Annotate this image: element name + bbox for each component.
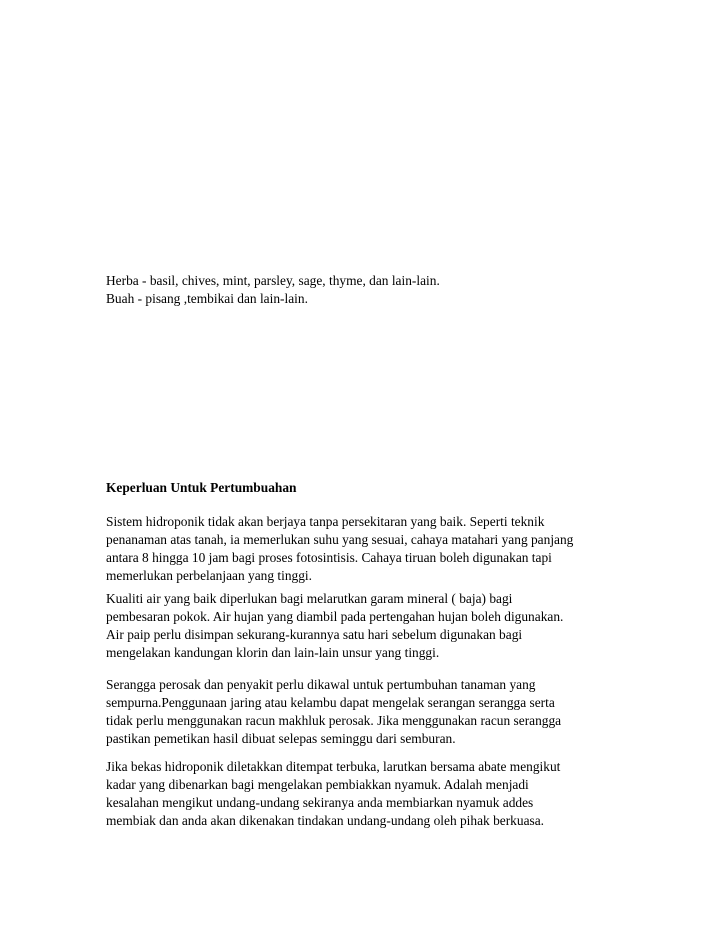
paragraph-4 bbox=[106, 758, 616, 830]
paragraph-line: pastikan pemetikan hasil dibuat selepas seminggu dari semburan. bbox=[106, 731, 456, 746]
paragraph-line: Serangga perosak dan penyakit perlu dikawal untuk pertumbuhan tanaman yang bbox=[106, 677, 536, 692]
paragraph-line: membiak dan anda akan dikenakan tindakan undang-undang oleh pihak berkuasa. bbox=[106, 813, 545, 828]
paragraph-line: pembesaran pokok. Air hujan yang diambil pada pertengahan hujan boleh digunakan. bbox=[106, 609, 564, 624]
paragraph-line: Jika bekas hidroponik diletakkan ditempat terbuka, larutkan bersama abate mengikut bbox=[106, 759, 561, 774]
list-item-herba: Herba - basil, chives, mint, parsley, sage, thyme, dan lain-lain. bbox=[106, 273, 440, 288]
paragraph-3 bbox=[106, 676, 616, 748]
paragraph-line: penanaman atas tanah, ia memerlukan suhu yang sesuai, cahaya matahari yang panjang bbox=[106, 532, 574, 547]
section-heading: Keperluan Untuk Pertumbuahan bbox=[106, 480, 297, 495]
paragraph-2 bbox=[106, 590, 616, 662]
paragraph-line: memerlukan perbelanjaan yang tinggi. bbox=[106, 568, 312, 583]
paragraph-line: Kualiti air yang baik diperlukan bagi melarutkan garam mineral ( baja) bagi bbox=[106, 591, 513, 606]
paragraph-line: tidak perlu menggunakan racun makhluk perosak. Jika menggunakan racun serangga bbox=[106, 713, 562, 728]
paragraph-line: Air paip perlu disimpan sekurang-kurannya satu hari sebelum digunakan bagi bbox=[106, 627, 523, 642]
paragraph-line: kesalahan mengikut undang-undang sekiranya anda membiarkan nyamuk addes bbox=[106, 795, 534, 810]
plant-list bbox=[106, 272, 616, 308]
paragraph-line: antara 8 hingga 10 jam bagi proses fotosintisis. Cahaya tiruan boleh digunakan tapi bbox=[106, 550, 552, 565]
paragraph-line: kadar yang dibenarkan bagi mengelakan pembiakkan nyamuk. Adalah menjadi bbox=[106, 777, 529, 792]
list-item-buah: Buah - pisang ,tembikai dan lain-lain. bbox=[106, 291, 308, 306]
paragraph-1 bbox=[106, 513, 616, 585]
paragraph-line: sempurna.Penggunaan jaring atau kelambu dapat mengelak serangan serangga serta bbox=[106, 695, 555, 710]
paragraph-line: mengelakan kandungan klorin dan lain-lain unsur yang tinggi. bbox=[106, 645, 440, 660]
paragraph-line: Sistem hidroponik tidak akan berjaya tanpa persekitaran yang baik. Seperti teknik bbox=[106, 514, 545, 529]
